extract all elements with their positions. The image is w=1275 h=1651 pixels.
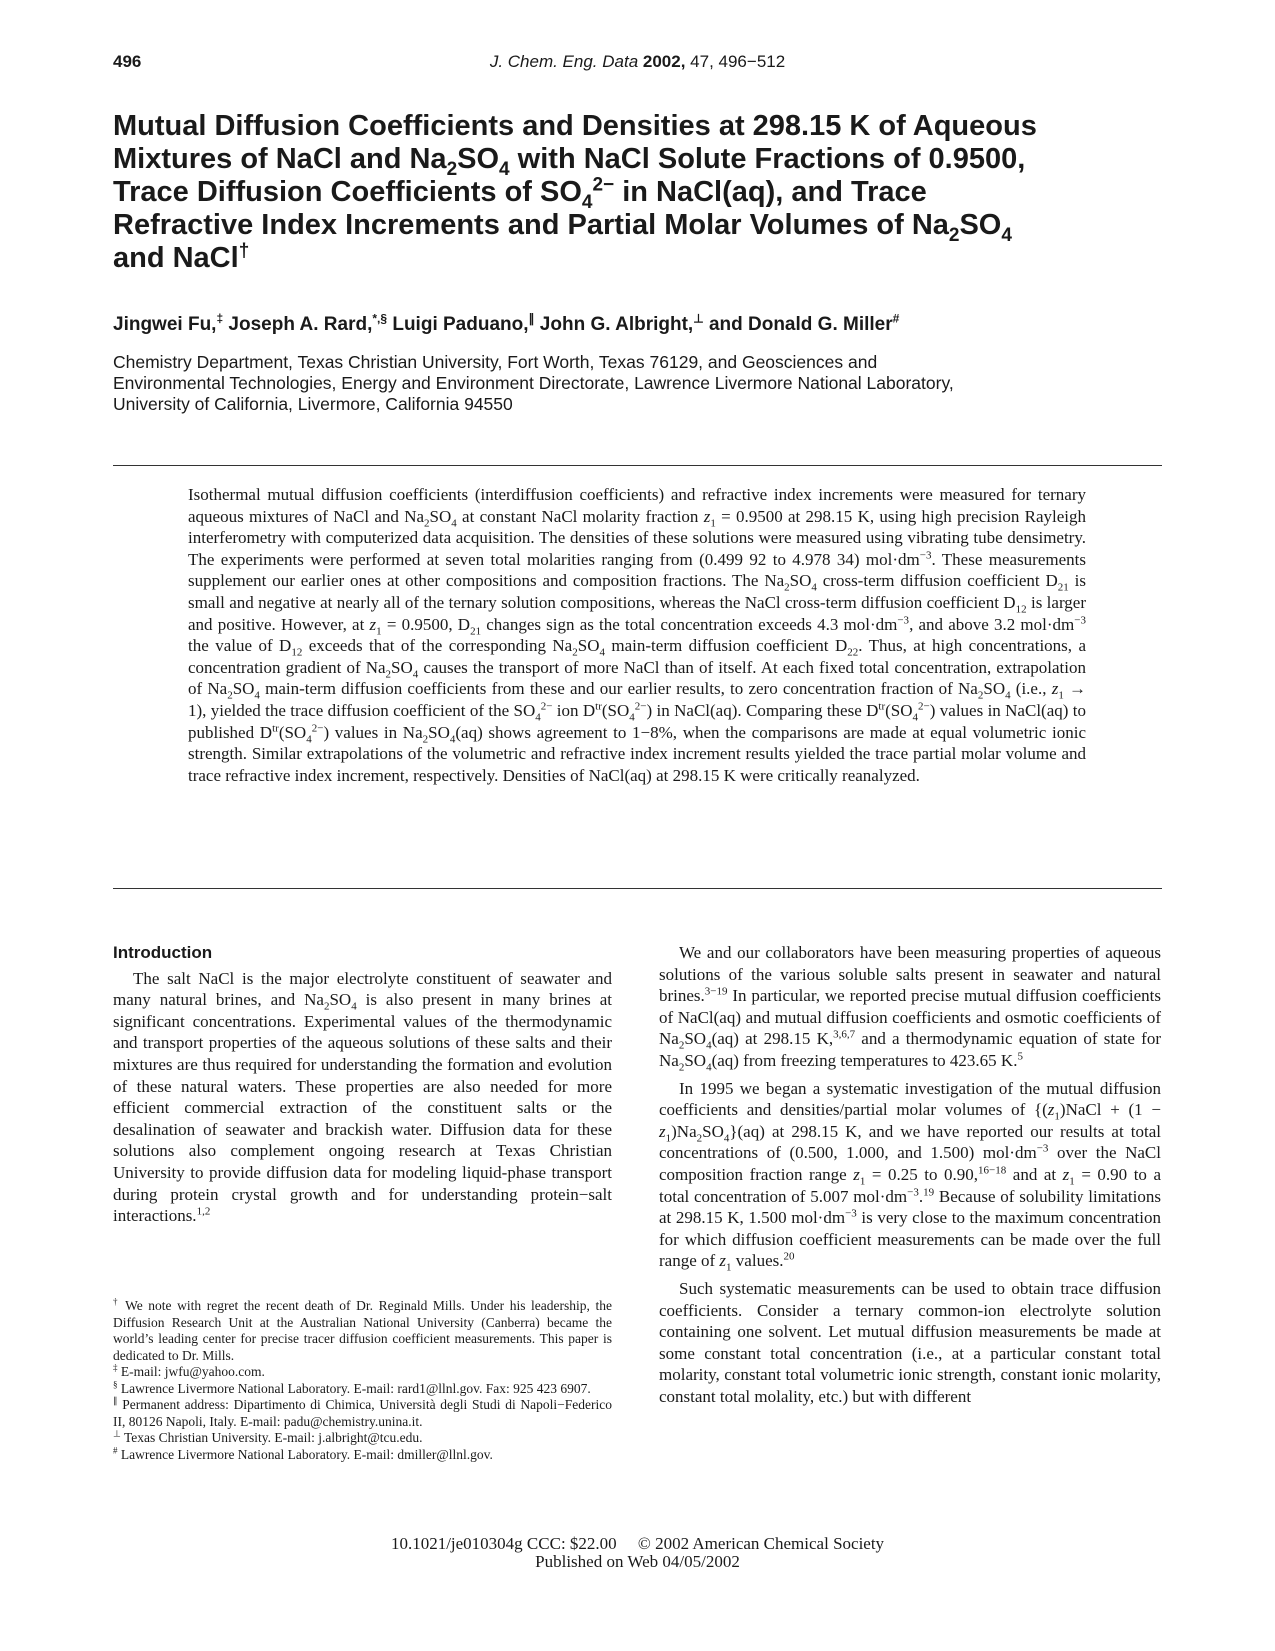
affiliation-line: University of California, Livermore, California 94550 [113,394,513,414]
footnote: ⊥ Texas Christian University. E-mail: j.albright@tcu.edu. [113,1428,423,1445]
abstract-top-rule [113,465,1162,466]
paragraph: The salt NaCl is the major electrolyte constituent of seawater and many natural brines, and $Na_2SO_4$ is also present in many brines at significant concentrations. Experimental values of the thermodynamic and transport properties of the aqueous solutions of these salts and their mixtures are thus required for understanding the formation and evolution of these natural waters. These properties are also needed for more efficient commercial extraction of the constituent salts or the desalination of seawater and brackish water. Diffusion data for these solutions also complement ongoing research at Texas Christian University to provide diffusion data for modeling liquid-phase transport during protein crystal growth and for understanding protein−salt interactions.$^{1,2}$ [113,968,612,1226]
affiliation-line: Chemistry Department, Texas Christian University, Fort Worth, Texas 76129, and Geosciences and [113,352,878,372]
affiliation [113,352,1173,415]
paragraph: Such systematic measurements can be used to obtain trace diffusion coefficients. Consider a ternary common-ion electrolyte solution containing one solvent. Let mutual diffusion measurements be made at some constant total concentration (i.e., at a particular constant total molarity, constant total volumetric ionic strength, constant ionic molarity, constant total molality, etc.) but with different [659,1278,1161,1406]
title-line: Trace Diffusion Coefficients of $SO_4^{2-}$ in NaCl(aq), and Trace [113,174,927,213]
paragraph: We and our collaborators have been measuring properties of aqueous solutions of the various soluble salts present in seawater and natural brines.$^{3-19}$ In particular, we reported precise mutual diffusion coefficients of NaCl(aq) and mutual diffusion coefficients and osmotic coefficients of $Na_2SO_4(aq)$ at 298.15 K,$^{3,6,7}$ and a thermodynamic equation of state for $Na_2SO_4(aq)$ from freezing temperatures to 423.65 K.$^5$ [659,943,1161,1074]
article-title [113,110,1173,275]
title-line: Mutual Diffusion Coefficients and Densities at 298.15 K of Aqueous [113,110,1037,142]
copyright: © 2002 American Chemical Society [637,1534,885,1553]
author: John G. Albright,⊥ [539,312,704,336]
doi: 10.1021/je010304g CCC: $22.00 [390,1534,617,1553]
page-footer [0,1535,1275,1571]
paragraph: In 1995 we began a systematic investigation of the mutual diffusion coefficients and densities/partial molar volumes of $\{(z_1)NaCl + (1 - z_1)Na_2SO_4\}(aq)$ at 298.15 K, and we have reported our results at total concentrations of (0.500, 1.000, and 1.500) $mol\cdot dm^{-3}$ over the NaCl composition fraction range $z_1 = 0.25$ to 0.90,$^{16-18}$ and at $z_1 = 0.90$ to a total concentration of 5.007 $mol\cdot dm^{-3}.^{19}$ Because of solubility limitations at 298.15 K, 1.500 $mol\cdot dm^{-3}$ is very close to the maximum concentration for which diffusion coefficient measurements can be made over the full range of $z_1$ values.$^{20}$ [659,1078,1162,1274]
title-line: Mixtures of NaCl and $Na_2SO_4$ with NaCl Solute Fractions of 0.9500, [113,143,1026,180]
author: Joseph A. Rard,*,§ [228,312,388,336]
abstract-bottom-rule [113,888,1162,889]
journal-name: J. Chem. Eng. Data [489,52,639,71]
footnote: § Lawrence Livermore National Laboratory. E-mail: rard1@llnl.gov. Fax: 925 423 6907. [113,1379,591,1396]
title-line: Refractive Index Increments and Partial Molar Volumes of $Na_2SO_4$ [113,209,1012,246]
footer-line [0,1535,1275,1553]
journal-year: 2002, [642,52,686,71]
right-column [659,942,1161,1413]
title-line: and NaCl† [113,240,250,274]
author: and Donald G. Miller# [708,312,900,336]
section-heading: Introduction [113,943,213,962]
page-number: 496 [113,52,142,71]
left-column [113,942,612,1233]
journal-citation [0,52,1275,72]
footnote: ∥ Permanent address: Dipartimento di Chimica, Università degli Studi di Napoli−Federico II, 80126 Napoli, Italy. E-mail: padu@chemistry.unina.it. [113,1395,612,1429]
footnote: # Lawrence Livermore National Laboratory. E-mail: dmiller@llnl.gov. [113,1445,493,1462]
author: Jingwei Fu,‡ [113,312,224,336]
footnote: ‡ E-mail: jwfu@yahoo.com. [113,1362,265,1379]
journal-volume-pages: 47, 496−512 [690,52,786,71]
abstract: Isothermal mutual diffusion coefficients (interdiffusion coefficients) and refractive index increments were measured for ternary aqueous mixtures of NaCl and $Na_2SO_4$ at constant NaCl molarity fraction $z_1 = 0.9500$ at 298.15 K, using high precision Rayleigh interferometry with computerized data acquisition. The densities of these solutions were measured using vibrating tube densimetry. The experiments were performed at seven total molarities ranging from (0.499 92 to 4.978 34) $mol\cdot dm^{-3}$. These measurements supplement our earlier ones at other compositions and composition fractions. The $Na_2SO_4$ cross-term diffusion coefficient $D_{21}$ is small and negative at nearly all of the ternary solution compositions, whereas the NaCl cross-term diffusion coefficient $D_{12}$ is larger and positive. However, at $z_1 = 0.9500$, $D_{21}$ changes sign as the total concentration exceeds 4.3 $mol\cdot dm^{-3}$, and above 3.2 $mol\cdot dm^{-3}$ the value of $D_{12}$ exceeds that of the corresponding $Na_2SO_4$ main-term diffusion coefficient $D_{22}$. Thus, at high concentrations, a concentration gradient of $Na_2SO_4$ causes the transport of more NaCl than of itself. At each fixed total concentration, extrapolation of $Na_2SO_4$ main-term diffusion coefficients from these and our earlier results, to zero concentration fraction of $Na_2SO_4$ (i.e., $z_1 \to 1$), yielded the trace diffusion coefficient of the $SO_4^{2-}$ ion $D^{tr}(SO_4^{2-})$ in NaCl(aq). Comparing these $D^{tr}(SO_4^{2-})$ values in NaCl(aq) to published $D^{tr}(SO_4^{2-})$ values in $Na_2SO_4(aq)$ shows agreement to 1−8%, when the comparisons are made at equal volumetric ionic strength. Similar extrapolations of the volumetric and refractive index increment results yielded the trace partial molar volume and trace refractive index increment, respectively. Densities of NaCl(aq) at 298.15 K were critically reanalyzed. [188,485,1087,785]
published-date: Published on Web 04/05/2002 [535,1552,740,1571]
affiliation-line: Environmental Technologies, Energy and Environment Directorate, Lawrence Livermore National Laboratory, [113,373,954,393]
author: Luigi Paduano,∥ [392,312,535,336]
footnote: † We note with regret the recent death of Dr. Reginald Mills. Under his leadership, the Diffusion Research Unit at the Australian National University (Canberra) became the world’s leading center for precise tracer diffusion coefficient measurements. This paper is dedicated to Dr. Mills. [113,1296,612,1363]
footnotes [113,1298,612,1463]
author-list [113,312,1173,336]
